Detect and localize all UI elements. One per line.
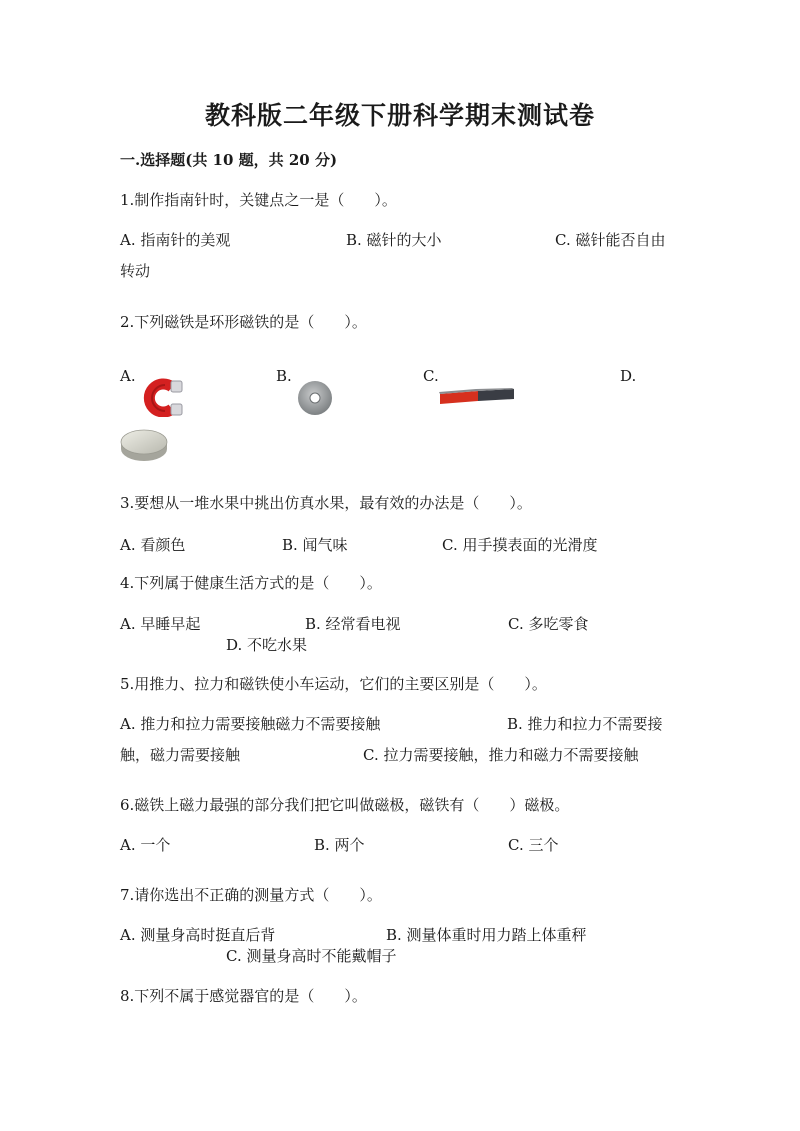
question-7-option-c[interactable]: C. 测量身高时不能戴帽子	[226, 947, 397, 965]
question-3-option-a[interactable]: A. 看颜色	[120, 536, 186, 554]
question-1-option-a[interactable]: A. 指南针的美观	[120, 231, 231, 249]
question-2-option-a-label[interactable]: A.	[120, 367, 136, 385]
question-4-option-a[interactable]: A. 早睡早起	[120, 615, 201, 633]
question-5-option-b-continued: 触，磁力需要接触	[120, 746, 241, 764]
question-6-option-c[interactable]: C. 三个	[508, 836, 559, 854]
question-1-option-c-continued: 转动	[120, 262, 151, 280]
bar-magnet-image	[438, 388, 516, 406]
question-6-option-a[interactable]: A. 一个	[120, 836, 171, 854]
ring-magnet-image	[295, 379, 335, 417]
question-3-stem: 3.要想从一堆水果中挑出仿真水果，最有效的办法是（ ）。	[120, 494, 532, 512]
question-6-option-b[interactable]: B. 两个	[314, 836, 365, 854]
disc-magnet-image	[118, 426, 170, 464]
question-7-stem: 7.请你选出不正确的测量方式（ ）。	[120, 886, 382, 904]
question-5-option-c[interactable]: C. 拉力需要接触，推力和磁力不需要接触	[363, 746, 639, 764]
question-4-stem: 4.下列属于健康生活方式的是（ ）。	[120, 574, 382, 592]
question-7-option-a[interactable]: A. 测量身高时挺直后背	[120, 926, 276, 944]
question-2-option-b-label[interactable]: B.	[276, 367, 292, 385]
question-1-option-b[interactable]: B. 磁针的大小	[346, 231, 442, 249]
question-2-option-d-label[interactable]: D.	[620, 367, 637, 385]
question-8-stem: 8.下列不属于感觉器官的是（ ）。	[120, 987, 367, 1005]
page-title: 教科版二年级下册科学期末测试卷	[204, 101, 595, 130]
question-2-stem: 2.下列磁铁是环形磁铁的是（ ）。	[120, 313, 367, 331]
question-1-stem: 1.制作指南针时，关键点之一是（ ）。	[120, 191, 397, 209]
question-5-option-a[interactable]: A. 推力和拉力需要接触磁力不需要接触	[120, 715, 381, 733]
question-4-option-c[interactable]: C. 多吃零食	[508, 615, 589, 633]
question-2-option-c-label[interactable]: C.	[423, 367, 439, 385]
question-3-option-c[interactable]: C. 用手摸表面的光滑度	[442, 536, 598, 554]
question-4-option-d[interactable]: D. 不吃水果	[226, 636, 308, 654]
question-7-option-b[interactable]: B. 测量体重时用力踏上体重秤	[386, 926, 587, 944]
question-1-option-c[interactable]: C. 磁针能否自由	[555, 231, 666, 249]
horseshoe-magnet-image	[134, 377, 190, 417]
question-5-option-b[interactable]: B. 推力和拉力不需要接	[507, 715, 663, 733]
question-4-option-b[interactable]: B. 经常看电视	[305, 615, 401, 633]
question-5-stem: 5.用推力、拉力和磁铁使小车运动，它们的主要区别是（ ）。	[120, 675, 547, 693]
section-heading: 一.选择题(共 10 题，共 20 分)	[120, 151, 338, 169]
question-6-stem: 6.磁铁上磁力最强的部分我们把它叫做磁极，磁铁有（ ）磁极。	[120, 796, 570, 814]
question-3-option-b[interactable]: B. 闻气味	[282, 536, 348, 554]
